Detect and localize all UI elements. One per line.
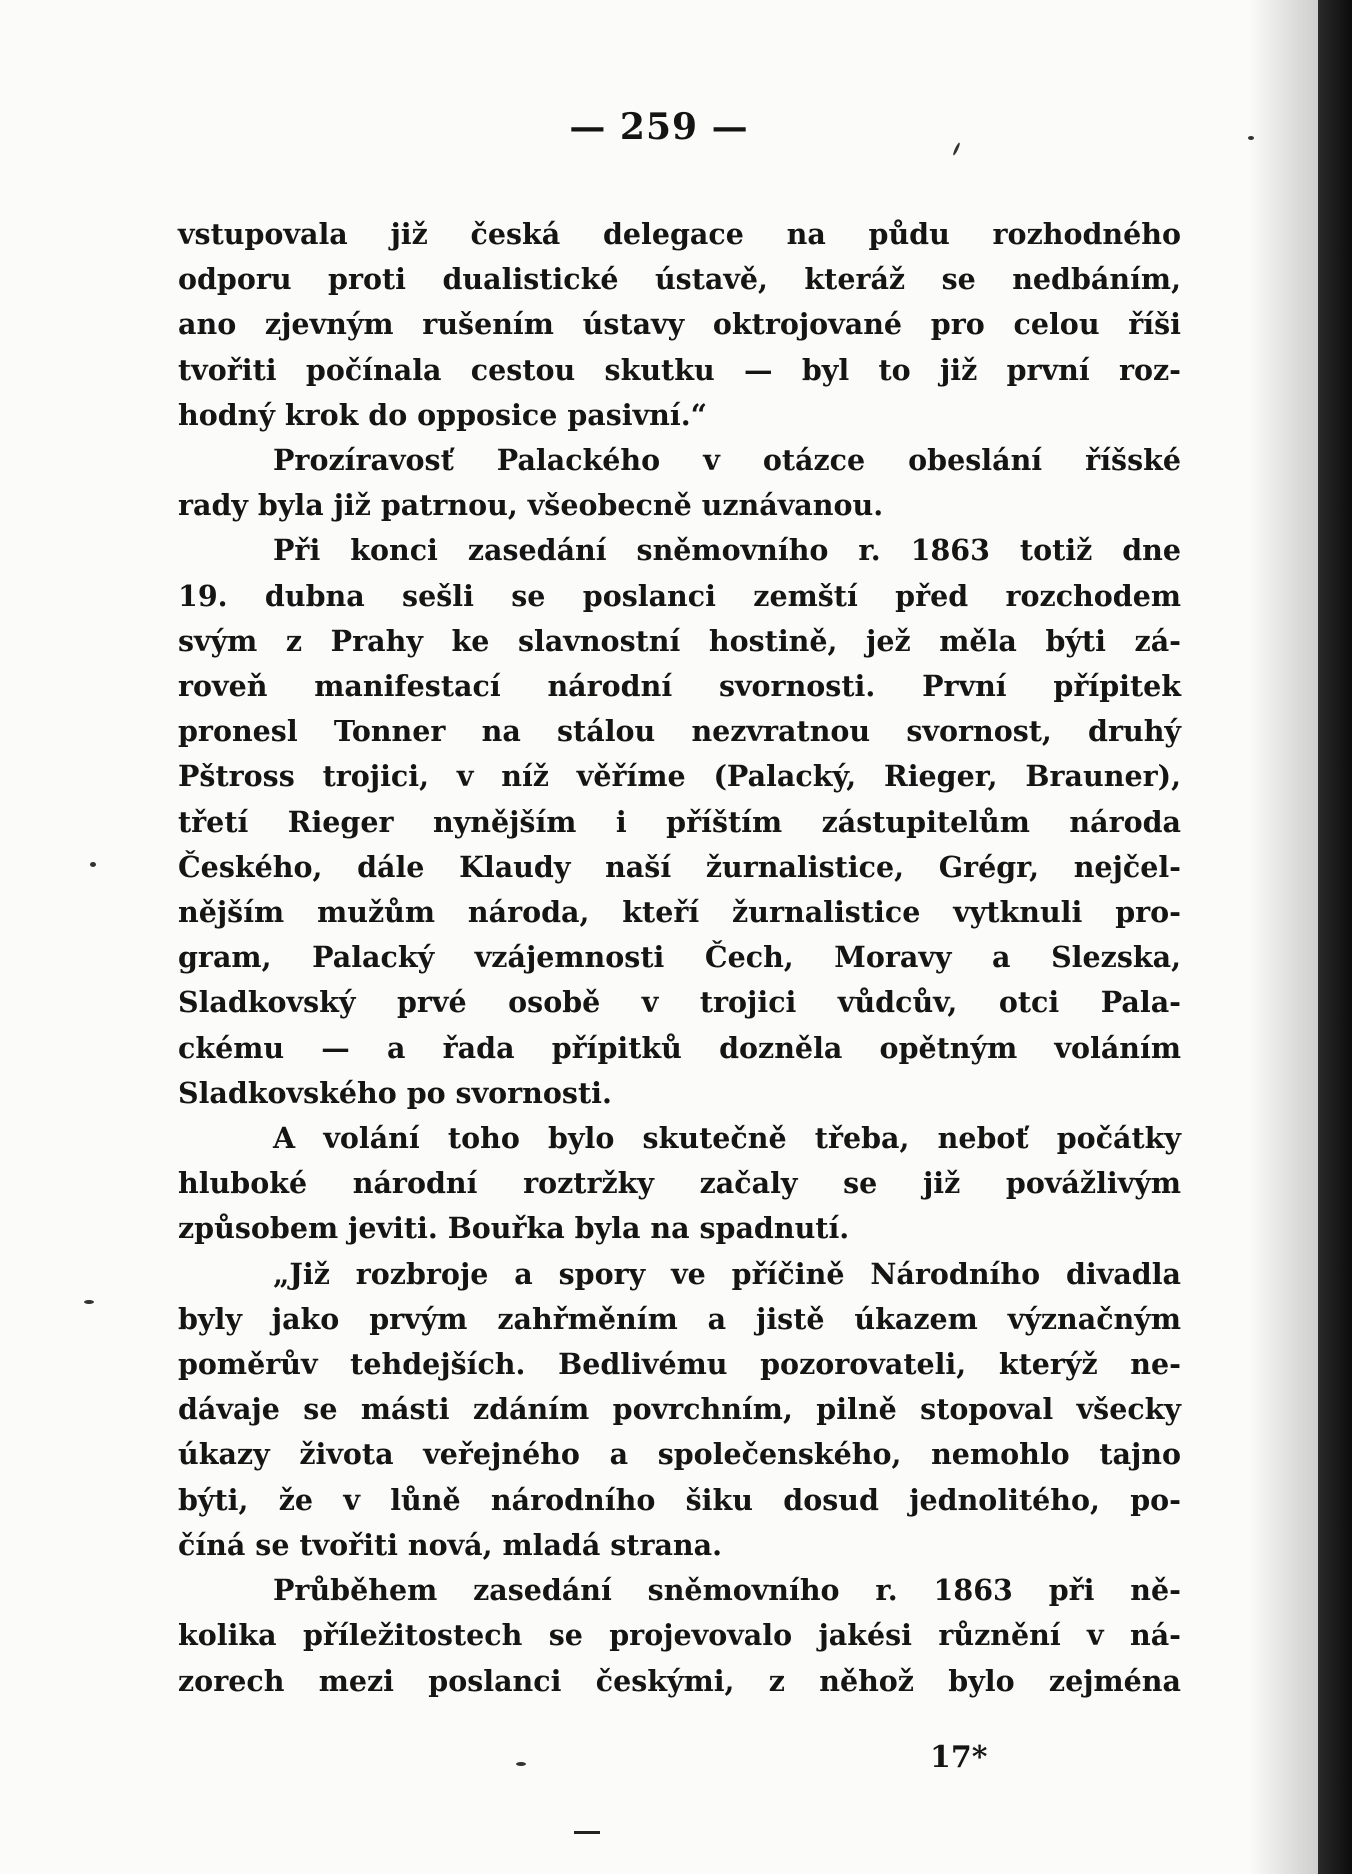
text-line: Sladkovský prvé osobě v trojici vůdcův, otci Pala- bbox=[178, 985, 1181, 1020]
text-line: poměrův tehdejších. Bedlivému pozorovateli, kterýž ne- bbox=[178, 1347, 1181, 1382]
scan-speck bbox=[90, 862, 96, 867]
scan-speck bbox=[84, 1300, 94, 1304]
text-line: byly jako prvým zahřměním a jistě úkazem význačným bbox=[178, 1301, 1181, 1336]
text-line: býti, že v lůně národního šiku dosud jednolitého, po- bbox=[178, 1482, 1181, 1517]
text-line: Při konci zasedání sněmovního r. 1863 totiž dne bbox=[273, 533, 1181, 568]
signature-mark: 17* bbox=[930, 1740, 988, 1775]
text-line: zorech mezi poslanci českými, z něhož bylo zejména bbox=[178, 1663, 1181, 1698]
scan-background-edge bbox=[1318, 0, 1352, 1874]
text-line: hluboké národní roztržky začaly se již povážlivým bbox=[178, 1166, 1181, 1201]
text-line: způsobem jeviti. Bouřka byla na spadnutí. bbox=[178, 1211, 850, 1246]
text-line: kolika příležitostech se projevovalo jakési různění v ná- bbox=[178, 1618, 1181, 1653]
text-line: tvořiti počínala cestou skutku — byl to již první roz- bbox=[178, 352, 1181, 387]
text-line: pronesl Tonner na stálou nezvratnou svornost, druhý bbox=[178, 714, 1181, 749]
text-line: nějším mužům národa, kteří žurnalistice vytknuli pro- bbox=[178, 895, 1181, 930]
scan-rule-mark bbox=[574, 1831, 600, 1834]
text-line: Prozíravosť Palackého v otázce obeslání říšské bbox=[273, 443, 1181, 478]
page-edge-shadow bbox=[1248, 0, 1318, 1874]
text-line: ano zjevným rušením ústavy oktrojované pro celou říši bbox=[178, 307, 1181, 342]
page-body-text bbox=[178, 212, 1181, 1704]
text-line: Českého, dále Klaudy naší žurnalistice, Grégr, nejčel- bbox=[178, 849, 1181, 884]
text-line: Sladkovského po svornosti. bbox=[178, 1075, 612, 1110]
text-line: svým z Prahy ke slavnostní hostině, jež měla býti zá- bbox=[178, 623, 1181, 658]
text-line: číná se tvořiti nová, mladá strana. bbox=[178, 1527, 723, 1562]
scan-speck bbox=[516, 1762, 526, 1766]
text-line: gram, Palacký vzájemnosti Čech, Moravy a Slezska, bbox=[178, 940, 1181, 975]
text-line: dávaje se másti zdáním povrchním, pilně stopoval všecky bbox=[178, 1392, 1181, 1427]
text-line: „Již rozbroje a spory ve příčině Národního divadla bbox=[273, 1256, 1181, 1291]
text-line: A volání toho bylo skutečně třeba, neboť počátky bbox=[273, 1121, 1181, 1156]
text-line: úkazy života veřejného a společenského, nemohlo tajno bbox=[178, 1437, 1181, 1472]
text-line: hodný krok do opposice pasivní.“ bbox=[178, 397, 708, 432]
text-line: odporu proti dualistické ústavě, kteráž se nedbáním, bbox=[178, 262, 1181, 297]
text-line: ckému — a řada přípitků dozněla opětným voláním bbox=[178, 1030, 1181, 1065]
text-line: Pštross trojici, v níž věříme (Palacký, Rieger, Brauner), bbox=[178, 759, 1181, 794]
text-line: 19. dubna sešli se poslanci zemští před rozchodem bbox=[178, 578, 1181, 613]
text-line: rady byla již patrnou, všeobecně uznávanou. bbox=[178, 488, 884, 523]
text-line: roveň manifestací národní svornosti. První přípitek bbox=[178, 669, 1181, 704]
page-number-header: — 259 — bbox=[569, 106, 749, 148]
scan-speck bbox=[1248, 136, 1254, 140]
text-line: vstupovala již česká delegace na půdu rozhodného bbox=[178, 217, 1181, 251]
text-line: Průběhem zasedání sněmovního r. 1863 při ně- bbox=[273, 1573, 1181, 1608]
text-line: třetí Rieger nynějším i příštím zástupitelům národa bbox=[178, 804, 1181, 839]
